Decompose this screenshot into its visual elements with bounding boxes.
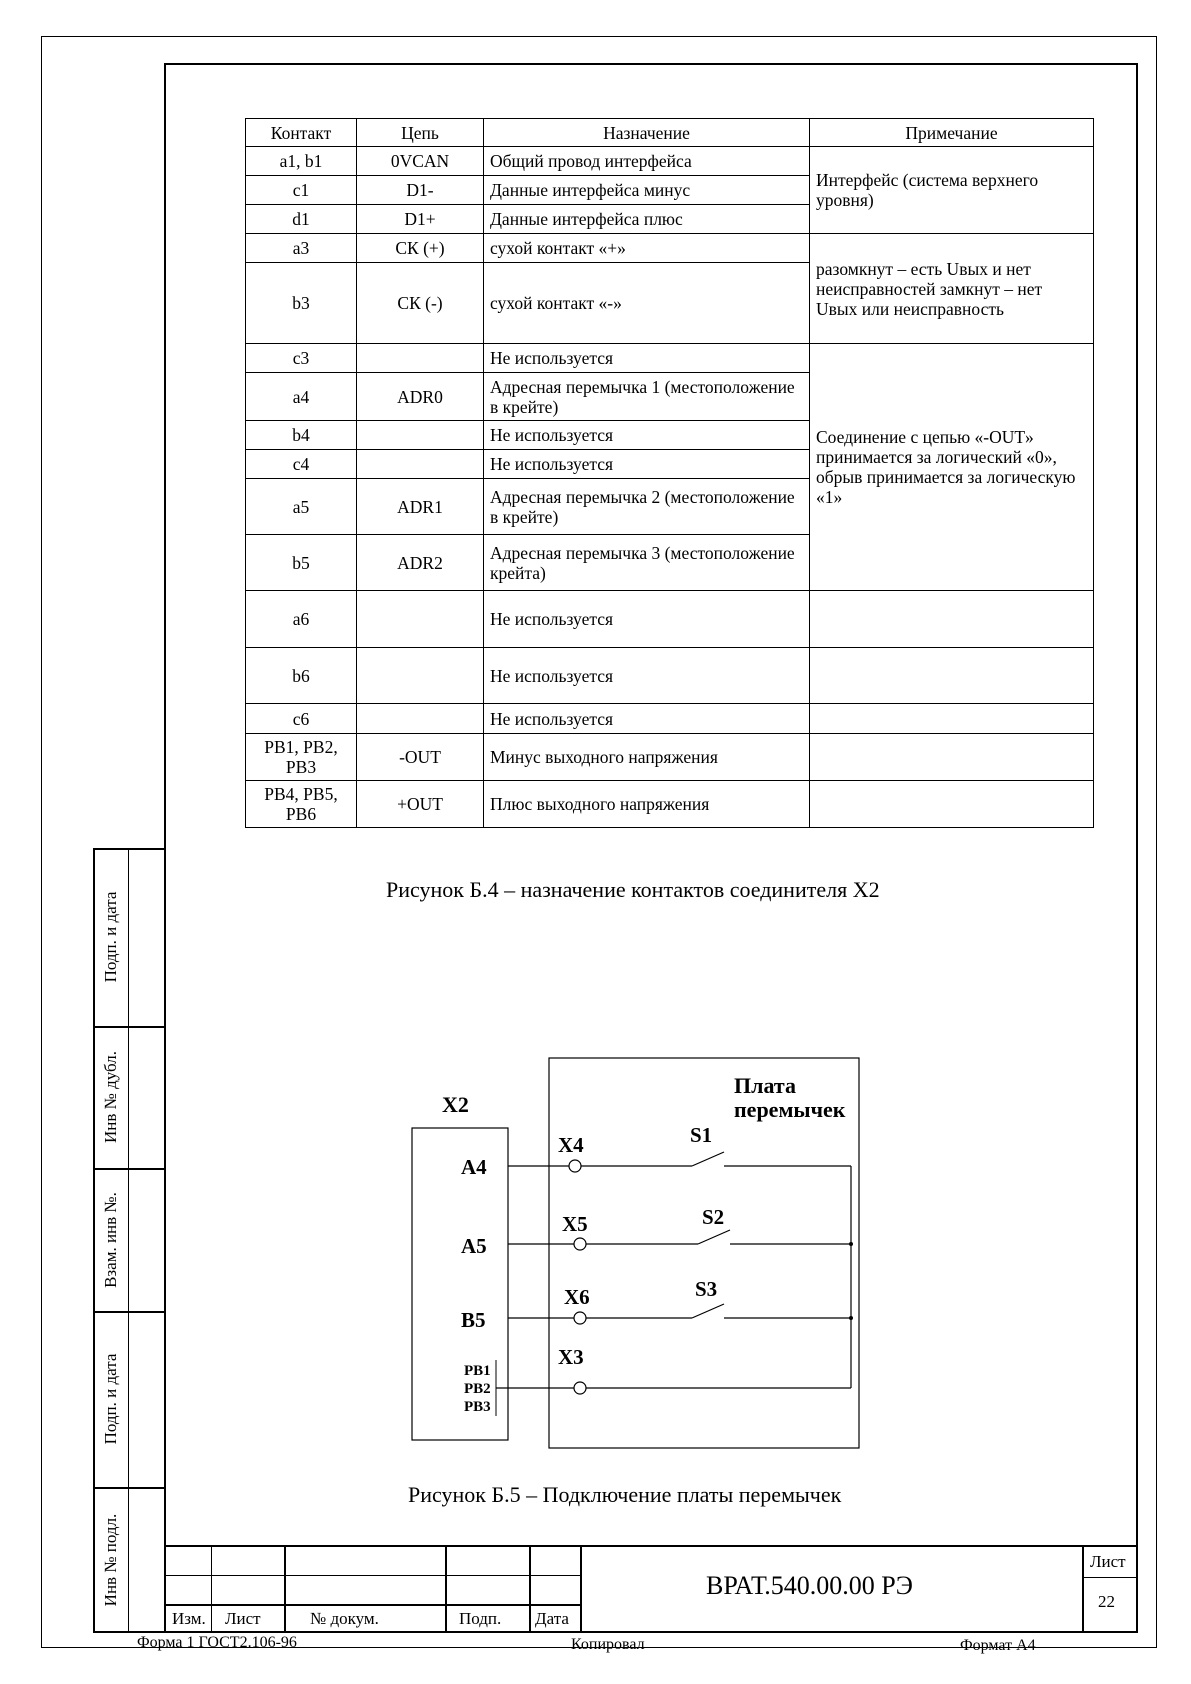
side-label-dup-inv: Инв № дубл. [101, 1050, 120, 1144]
purpose-cell: Не используется [484, 421, 810, 450]
contact-cell: a4 [246, 373, 357, 421]
circuit-cell [357, 704, 484, 734]
circuit-cell: D1+ [357, 205, 484, 234]
side-strip-divider [128, 848, 129, 1633]
contact-cell: d1 [246, 205, 357, 234]
pin-a5-label: A5 [461, 1234, 487, 1258]
purpose-cell: Адресная перемычка 3 (местоположение крейта) [484, 535, 810, 591]
junction-dot [849, 1316, 853, 1320]
document-code: ВРАТ.540.00.00 РЭ [706, 1571, 913, 1600]
connector-label: Х2 [442, 1092, 469, 1117]
purpose-cell: Данные интерфейса минус [484, 176, 810, 205]
note-interface: Интерфейс (система верхнего уровня) [810, 147, 1094, 234]
purpose-cell: Не используется [484, 704, 810, 734]
circuit-cell: ADR2 [357, 535, 484, 591]
purpose-cell: Общий провод интерфейса [484, 147, 810, 176]
purpose-cell: Не используется [484, 591, 810, 648]
circuit-cell: +OUT [357, 781, 484, 828]
pin-pb1-label: PB1 [464, 1363, 491, 1379]
purpose-cell: сухой контакт «-» [484, 263, 810, 344]
circuit-cell: ADR0 [357, 373, 484, 421]
circuit-cell [357, 591, 484, 648]
terminal-x3-label: X3 [558, 1345, 584, 1369]
side-strip-separator [93, 1311, 166, 1313]
purpose-cell: Адресная перемычка 2 (местоположение в крейте) [484, 479, 810, 535]
side-label-replace-inv: Взам. инв №. [101, 1192, 120, 1288]
purpose-cell: Не используется [484, 648, 810, 704]
switch-s1-label: S1 [690, 1123, 713, 1147]
circuit-cell: -OUT [357, 734, 484, 781]
side-strip-separator [93, 1168, 166, 1170]
circuit-cell [357, 421, 484, 450]
circuit-cell: ADR1 [357, 479, 484, 535]
header-purpose: Назначение [484, 119, 810, 147]
connector-x2-box [412, 1128, 508, 1440]
figure-5-caption: Рисунок Б.5 – Подключение платы перемычек [408, 1482, 842, 1507]
contact-cell: c3 [246, 344, 357, 373]
jumper-board-diagram [400, 1050, 880, 1460]
footer-copied: Копировал [571, 1636, 645, 1653]
terminal-x5-label: X5 [562, 1212, 588, 1236]
side-label-sign-date-1: Подп. и дата [101, 891, 120, 983]
sheet-label: Лист [1090, 1552, 1126, 1571]
junction-dot [849, 1242, 853, 1246]
header-circuit: Цепь [357, 119, 484, 147]
note-dry-contact: разомкнут – есть Uвых и нет неисправностей замкнут – нет Uвых или неисправность [810, 234, 1094, 344]
footer-format: Формат А4 [960, 1637, 1036, 1654]
note-empty [810, 591, 1094, 648]
contact-cell: a5 [246, 479, 357, 535]
switch-s2-label: S2 [702, 1205, 725, 1229]
note-empty [810, 648, 1094, 704]
table-row [246, 648, 1094, 704]
circuit-cell: СК (+) [357, 234, 484, 263]
circuit-cell: D1- [357, 176, 484, 205]
contacts-table [245, 118, 1094, 828]
circuit-cell: 0VCAN [357, 147, 484, 176]
contact-cell: b4 [246, 421, 357, 450]
pin-b5-label: B5 [461, 1308, 486, 1332]
col-label-change: Изм. [172, 1609, 206, 1628]
contact-cell: a3 [246, 234, 357, 263]
wire-s3 [508, 1304, 851, 1324]
purpose-cell: Не используется [484, 450, 810, 479]
table-row [246, 234, 1094, 263]
contact-cell: PB4, PB5, PB6 [246, 781, 357, 828]
contact-cell: b5 [246, 535, 357, 591]
contact-cell: PB1, PB2, PB3 [246, 734, 357, 781]
table-row [246, 147, 1094, 176]
side-strip-separator [93, 1026, 166, 1028]
note-empty [810, 781, 1094, 828]
table-row [246, 781, 1094, 828]
header-note: Примечание [810, 119, 1094, 147]
figure-4-caption: Рисунок Б.4 – назначение контактов соединителя Х2 [386, 877, 880, 902]
terminal-x6-label: X6 [564, 1285, 590, 1309]
col-label-signature: Подп. [459, 1609, 502, 1628]
header-contact: Контакт [246, 119, 357, 147]
board-label-line2: перемычек [734, 1097, 846, 1122]
purpose-cell: сухой контакт «+» [484, 234, 810, 263]
contact-cell: b6 [246, 648, 357, 704]
table-row [246, 704, 1094, 734]
sheet-number: 22 [1098, 1592, 1115, 1611]
contact-cell: a1, b1 [246, 147, 357, 176]
circuit-cell [357, 450, 484, 479]
pin-pb3-label: PB3 [464, 1399, 491, 1415]
purpose-cell: Плюс выходного напряжения [484, 781, 810, 828]
col-label-sheet: Лист [225, 1609, 261, 1628]
purpose-cell: Минус выходного напряжения [484, 734, 810, 781]
table-row [246, 344, 1094, 373]
col-label-doc-number: № докум. [310, 1609, 379, 1628]
pin-a4-label: A4 [461, 1155, 487, 1179]
note-empty [810, 734, 1094, 781]
circuit-cell [357, 648, 484, 704]
side-strip-separator [93, 1487, 166, 1489]
side-label-sign-date-2: Подп. и дата [101, 1353, 120, 1445]
board-label-line1: Плата [734, 1073, 796, 1098]
table-row [246, 591, 1094, 648]
pin-pb2-label: PB2 [464, 1381, 491, 1397]
switch-s3-label: S3 [695, 1277, 718, 1301]
circuit-cell [357, 344, 484, 373]
note-address: Соединение с цепью «-OUT» принимается за логический «0», обрыв принимается за логическую «1» [810, 344, 1094, 591]
title-block [164, 1545, 1138, 1633]
note-empty [810, 704, 1094, 734]
contact-cell: a6 [246, 591, 357, 648]
col-label-date: Дата [535, 1609, 569, 1628]
purpose-cell: Данные интерфейса плюс [484, 205, 810, 234]
contact-cell: c6 [246, 704, 357, 734]
purpose-cell: Адресная перемычка 1 (местоположение в крейте) [484, 373, 810, 421]
contact-cell: c4 [246, 450, 357, 479]
wire-s2 [508, 1230, 851, 1250]
contact-cell: c1 [246, 176, 357, 205]
terminal-x4-label: X4 [558, 1133, 584, 1157]
contact-cell: b3 [246, 263, 357, 344]
table-row [246, 734, 1094, 781]
circuit-cell: СК (-) [357, 263, 484, 344]
purpose-cell: Не используется [484, 344, 810, 373]
side-label-orig-inv: Инв № подл. [101, 1513, 120, 1607]
footer-form: Форма 1 ГОСТ2.106-96 [137, 1634, 297, 1651]
